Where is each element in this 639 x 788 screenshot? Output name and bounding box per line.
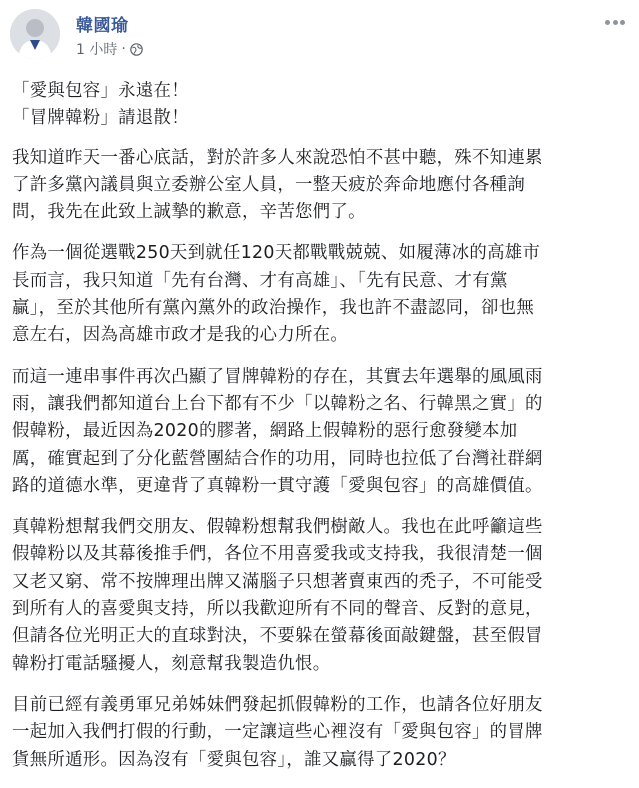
post-author[interactable]: 韓國瑜	[76, 16, 129, 36]
meta-separator: ·	[121, 41, 126, 57]
post-paragraph-6: 目前已經有義勇軍兄弟姊妹們發起抓假韓粉的工作，也請各位好朋友 一起加入我們打假的行動，一定讓這些心裡沒有「愛與包容」的冒牌 貨無所遁形。因為沒有「愛與包容」，誰又贏得了2020？	[12, 694, 543, 770]
post-body	[12, 78, 624, 788]
post-timestamp[interactable]: 1 小時	[76, 42, 118, 58]
post-paragraph-1: 「愛與包容」永遠在！ 「冒牌韓粉」請退散！	[12, 81, 189, 129]
post-paragraph-5: 真韓粉想幫我們交朋友、假韓粉想幫我們樹敵人。我也在此呼籲這些 假韓粉以及其幕後推手們，各位不用喜愛我或支持我，我很清楚一個 又老又窮、常不按牌理出牌又滿腦子只想著賣東西的禿子，不可能受 到所有人的喜愛與支持，所以我歡迎所有不同的聲音、反對的意見， 但請各位光明正大的直球對決，不要躲在螢幕後面敲鍵盤，甚至假冒 韓粉打電話騷擾人，刻意幫我製造仇恨。	[12, 517, 543, 674]
more-options-icon[interactable]	[605, 17, 625, 27]
post-paragraph-2: 我知道昨天一番心底話，對於許多人來說恐怕不甚中聽，殊不知連累 了許多黨內議員與立委辦公室人員，一整天疲於奔命地應付各種詢 問，我先在此致上誠摯的歉意，辛苦您們了。	[12, 147, 543, 223]
post-paragraph-3: 作為一個從選戰250天到就任120天都戰戰兢兢、如履薄冰的高雄市 長而言，我只知道「先有台灣、才有高雄」、「先有民意、才有黨 贏」，至於其他所有黨內黨外的政治操作，我也許不盡認同，卻也無 意左右，因為高雄市政才是我的心力所在。	[12, 243, 541, 346]
post-meta	[76, 39, 143, 59]
post-header	[10, 9, 629, 65]
post-paragraph-4: 而這一連串事件再次凸顯了冒牌韓粉的存在，其實去年選舉的風風雨 雨，讓我們都知道台上台下都有不少「以韓粉之名、行韓黑之實」的 假韓粉，最近因為2020的膠著，網路上假韓粉的惡行愈發變本加 厲，確實起到了分化藍營團結合作的功用，同時也拉低了台灣社群網 路的道德水準，更違背了真韓粉一貫守護「愛與包容」的高雄價值。	[12, 366, 543, 496]
globe-icon[interactable]	[130, 43, 143, 56]
profile-photo-icon[interactable]	[10, 9, 60, 59]
